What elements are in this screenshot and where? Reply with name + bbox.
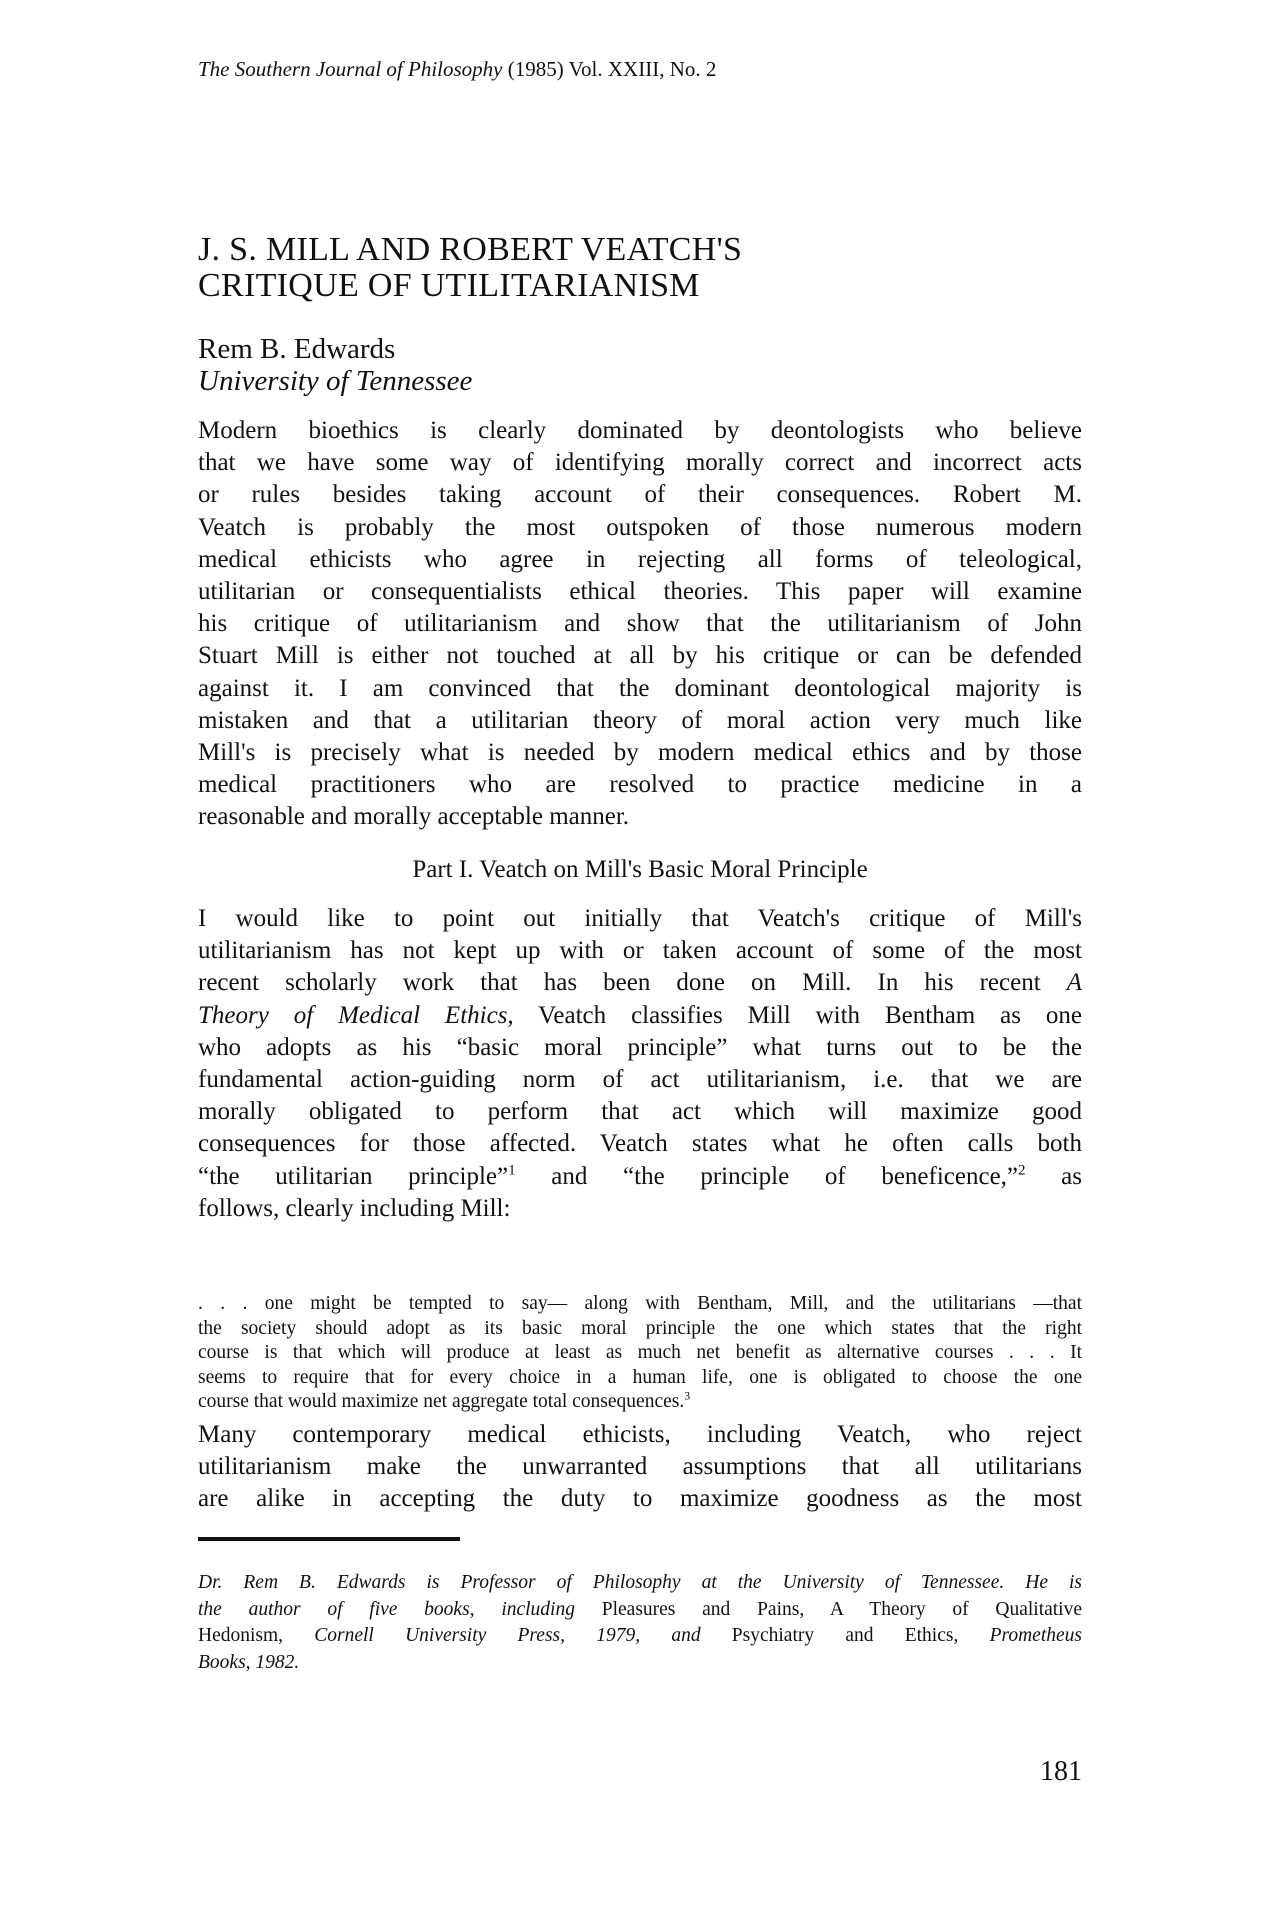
text-segment: morally obligated to perform that act which will maximize good — [198, 1098, 1082, 1126]
text-line — [198, 640, 1082, 672]
text-line — [198, 903, 1082, 935]
text-line — [198, 1390, 1082, 1415]
footnote-ref: 1 — [508, 1162, 516, 1179]
text-line — [198, 608, 1082, 640]
text-segment: Theory of Medical Ethics, — [198, 1001, 514, 1029]
text-segment: Pleasures and Pains, A Theory of Qualitative — [574, 1598, 1083, 1620]
text-line — [198, 705, 1082, 737]
text-line — [198, 1597, 1082, 1624]
text-segment: Hedonism, — [198, 1625, 315, 1647]
text-line — [198, 1292, 1082, 1317]
footnote-ref: 2 — [1018, 1162, 1026, 1179]
text-line — [198, 1000, 1082, 1032]
text-segment: medical practitioners who are resolved to practice medicine in a — [198, 771, 1082, 799]
section-heading: Part I. Veatch on Mill's Basic Moral Principle — [412, 856, 868, 883]
author-footnote — [198, 1570, 1082, 1677]
text-segment: Books, 1982. — [198, 1652, 300, 1674]
text-line — [198, 1483, 1082, 1515]
author-name: Rem B. Edwards — [198, 333, 396, 365]
text-segment: Mill's is precisely what is needed by modern medical ethics and by those — [198, 739, 1082, 767]
text-line — [198, 447, 1082, 479]
text-line — [198, 512, 1082, 544]
author-affiliation: University of Tennessee — [198, 365, 473, 397]
text-segment: course that would maximize net aggregate total consequences. — [198, 1391, 685, 1412]
text-segment: utilitarian or consequentialists ethical theories. This paper will examine — [198, 578, 1082, 606]
text-segment: (1985) Vol. XXIII, No. 2 — [502, 57, 717, 81]
text-segment: that we have some way of identifying morally correct and incorrect acts — [198, 449, 1082, 477]
text-segment: mistaken and that a utilitarian theory of moral action very much like — [198, 706, 1082, 734]
text-segment: medical ethicists who agree in rejecting all forms of teleological, — [198, 545, 1082, 573]
text-line — [198, 1341, 1082, 1366]
paragraph-intro — [198, 415, 1082, 834]
text-line — [198, 576, 1082, 608]
text-segment: Veatch classifies Mill with Bentham as one — [513, 1001, 1082, 1029]
text-line — [198, 1650, 1082, 1677]
text-line — [198, 1317, 1082, 1342]
text-line — [198, 769, 1082, 801]
text-segment: Veatch is probably the most outspoken of those numerous modern — [198, 513, 1082, 541]
text-segment: . . . one might be tempted to say— along with Bentham, Mill, and the utilitarians —that — [198, 1293, 1082, 1314]
text-segment: Psychiatry and Ethics, — [700, 1625, 990, 1647]
text-segment: his critique of utilitarianism and show that the utilitarianism of John — [198, 610, 1082, 638]
text-line — [198, 1366, 1082, 1391]
text-segment: I would like to point out initially that Veatch's critique of Mill's — [198, 905, 1082, 932]
text-line — [198, 935, 1082, 967]
text-segment: “the utilitarian principle” — [198, 1162, 509, 1190]
text-segment: Prometheus — [989, 1625, 1082, 1647]
text-segment: Modern bioethics is clearly dominated by deontologists who believe — [198, 417, 1082, 444]
title-line: J. S. MILL AND ROBERT VEATCH'S — [198, 231, 743, 268]
text-line — [198, 479, 1082, 511]
text-segment: Stuart Mill is either not touched at all by his critique or can be defended — [198, 642, 1082, 670]
text-line — [198, 967, 1082, 999]
text-segment: who adopts as his “basic moral principle” what turns out to be the — [198, 1033, 1082, 1061]
text-segment: as — [1025, 1162, 1082, 1190]
text-line — [198, 801, 1082, 833]
text-segment: are alike in accepting the duty to maximize goodness as the most — [198, 1485, 1082, 1513]
text-line — [198, 1096, 1082, 1128]
text-segment: and “the principle of beneficence,” — [515, 1162, 1019, 1190]
text-segment: recent scholarly work that has been done on Mill. In his recent — [198, 969, 1067, 997]
text-segment: A — [1066, 969, 1082, 997]
text-line — [198, 1451, 1082, 1483]
text-line — [198, 737, 1082, 769]
text-line — [198, 544, 1082, 576]
text-segment: course is that which will produce at least as much net benefit as alternative courses . . . It — [198, 1342, 1082, 1363]
text-segment: The Southern Journal of Philosophy — [198, 57, 503, 81]
page-number: 181 — [1040, 1756, 1082, 1787]
text-line — [198, 1419, 1082, 1451]
text-segment: or rules besides taking account of their consequences. Robert M. — [198, 481, 1082, 509]
text-segment: follows, clearly including Mill: — [198, 1194, 511, 1222]
article-title — [198, 232, 1082, 304]
text-segment: the author of five books, including — [198, 1598, 575, 1620]
text-line — [198, 1193, 1082, 1225]
footnote-ref: 3 — [684, 1389, 691, 1403]
text-segment: reasonable and morally acceptable manner. — [198, 803, 630, 831]
text-line — [198, 1128, 1082, 1160]
text-line — [198, 1032, 1082, 1064]
text-segment: utilitarianism make the unwarranted assumptions that all utilitarians — [198, 1453, 1082, 1481]
paragraph-continuation — [198, 1419, 1082, 1516]
text-line — [198, 415, 1082, 447]
text-segment: seems to require that for every choice in a human life, one is obligated to choose the one — [198, 1366, 1082, 1388]
running-header — [198, 56, 1082, 82]
text-line — [198, 1064, 1082, 1096]
text-segment: Many contemporary medical ethicists, including Veatch, who reject — [198, 1421, 1082, 1448]
text-line — [198, 1570, 1082, 1597]
text-segment: Dr. Rem B. Edwards is Professor of Philosophy at the University of Tennessee. He is — [198, 1572, 1082, 1593]
text-segment: utilitarianism has not kept up with or taken account of some of the most — [198, 937, 1082, 965]
text-segment: the society should adopt as its basic moral principle the one which states that the right — [198, 1317, 1082, 1339]
text-line — [198, 673, 1082, 705]
text-segment: Cornell University Press, 1979, and — [314, 1625, 701, 1647]
paragraph-part1 — [198, 903, 1082, 1225]
text-line — [198, 1623, 1082, 1650]
footnote-divider — [198, 1537, 460, 1541]
header-line — [198, 56, 1082, 82]
title-line: CRITIQUE OF UTILITARIANISM — [198, 267, 700, 304]
block-quote — [198, 1292, 1082, 1415]
text-segment: consequences for those affected. Veatch states what he often calls both — [198, 1130, 1082, 1158]
text-segment: fundamental action-guiding norm of act utilitarianism, i.e. that we are — [198, 1066, 1082, 1094]
text-line — [198, 1161, 1082, 1193]
text-segment: against it. I am convinced that the dominant deontological majority is — [198, 674, 1082, 702]
